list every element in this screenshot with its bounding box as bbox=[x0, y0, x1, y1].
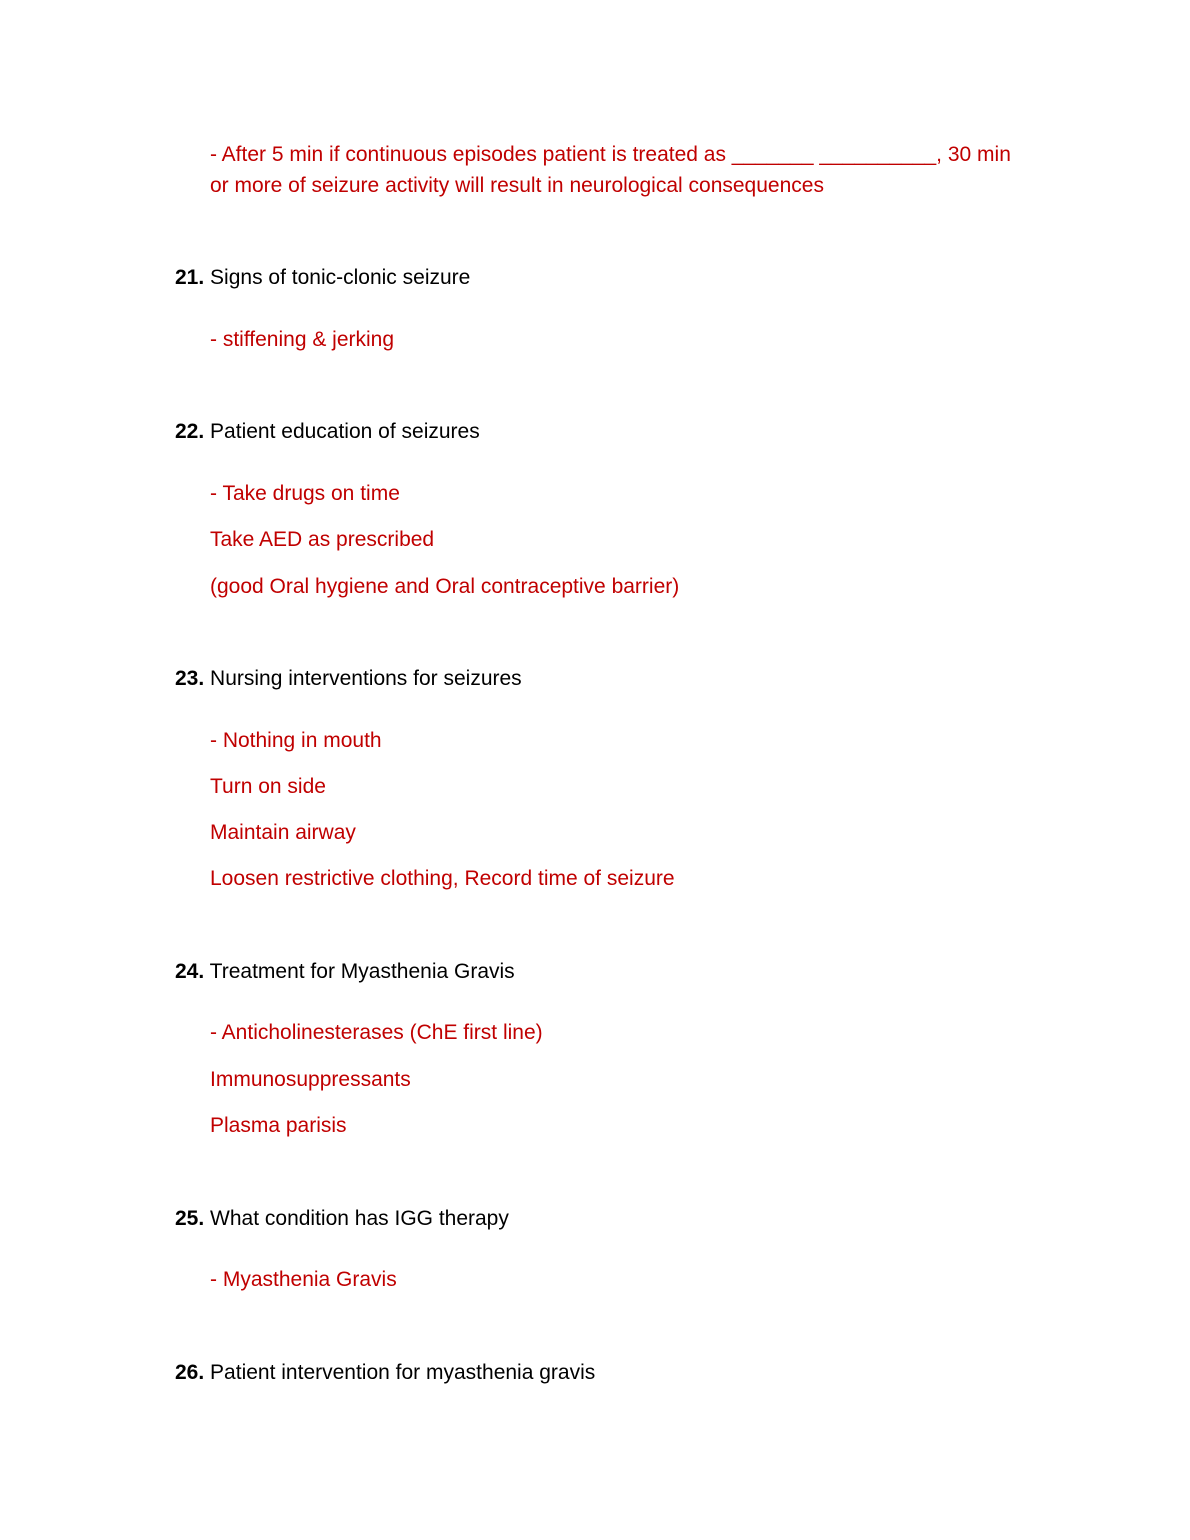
answer-22-2: Take AED as prescribed bbox=[210, 528, 435, 551]
answer-24-3: Plasma parisis bbox=[210, 1114, 347, 1137]
question-number: 24. bbox=[175, 960, 205, 983]
answer-22-3: (good Oral hygiene and Oral contraceptive barrier) bbox=[210, 575, 680, 598]
question-number: 26. bbox=[175, 1361, 205, 1384]
question-text: What condition has IGG therapy bbox=[210, 1207, 509, 1230]
answer-24-2: Immunosuppressants bbox=[210, 1068, 411, 1091]
question-25 bbox=[175, 1203, 509, 1234]
answer-23-3: Maintain airway bbox=[210, 821, 356, 844]
question-26 bbox=[175, 1357, 595, 1388]
question-number: 22. bbox=[175, 420, 205, 443]
question-text: Patient intervention for myasthenia gravis bbox=[210, 1361, 596, 1384]
question-text: Treatment for Myasthenia Gravis bbox=[209, 960, 515, 983]
question-text: Nursing interventions for seizures bbox=[210, 667, 522, 690]
question-number: 21. bbox=[175, 266, 205, 289]
question-text: Signs of tonic-clonic seizure bbox=[210, 266, 471, 289]
question-text: Patient education of seizures bbox=[210, 420, 480, 443]
question-21 bbox=[175, 262, 470, 293]
answer-22-1: - Take drugs on time bbox=[210, 482, 400, 505]
answer-21-1: - stiffening & jerking bbox=[210, 328, 395, 351]
answer-23-1: - Nothing in mouth bbox=[210, 729, 382, 752]
question-number: 23. bbox=[175, 667, 205, 690]
question-22 bbox=[175, 416, 480, 447]
answer-23-2: Turn on side bbox=[210, 775, 326, 798]
answer-25-1: - Myasthenia Gravis bbox=[210, 1268, 397, 1291]
intro-answer-line-1: - After 5 min if continuous episodes patient is treated as _______ __________, 30 min bbox=[210, 143, 1011, 166]
question-24 bbox=[175, 956, 515, 987]
intro-answer-line-2: or more of seizure activity will result in neurological consequences bbox=[210, 174, 824, 197]
answer-23-4: Loosen restrictive clothing, Record time of seizure bbox=[210, 867, 675, 890]
question-number: 25. bbox=[175, 1207, 205, 1230]
question-23 bbox=[175, 663, 522, 694]
answer-24-1: - Anticholinesterases (ChE first line) bbox=[210, 1021, 543, 1044]
